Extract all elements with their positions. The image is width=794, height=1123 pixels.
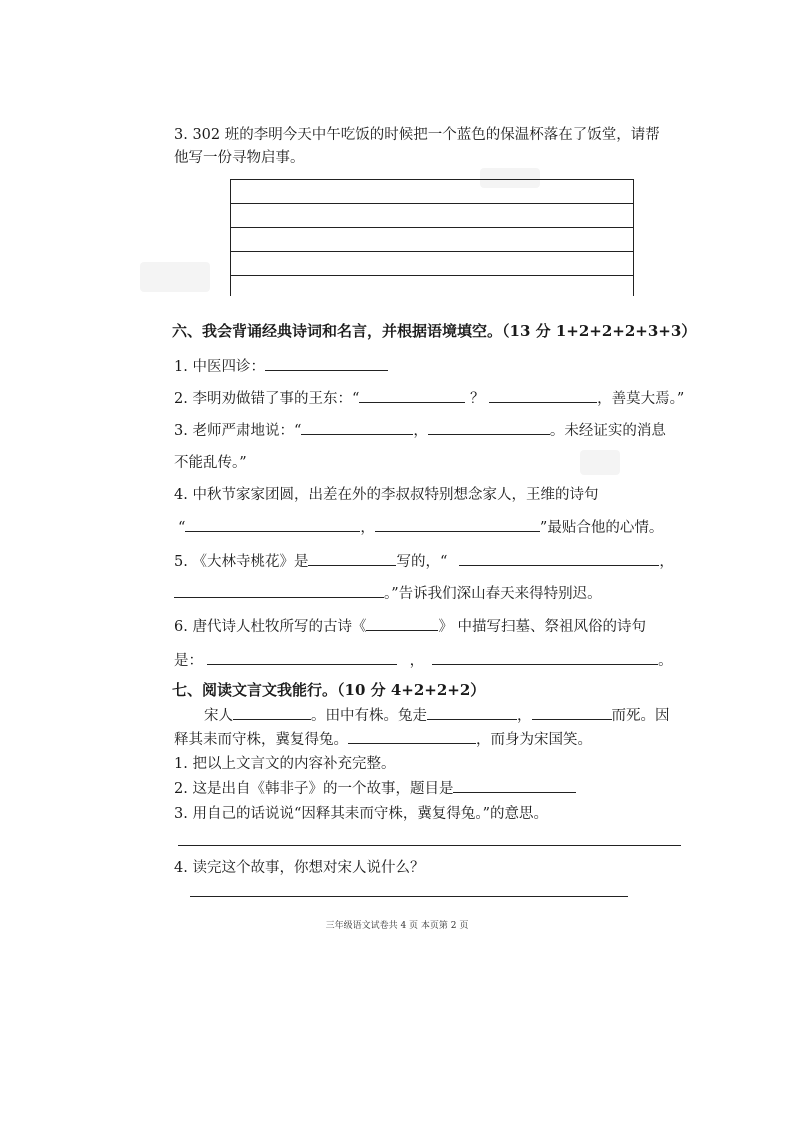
s6-question-6 xyxy=(174,616,646,637)
answer-blank[interactable] xyxy=(348,729,476,744)
s6-q4-end: ”最贴合他的心情。 xyxy=(539,520,664,536)
answer-blank[interactable] xyxy=(428,420,550,435)
answer-line[interactable] xyxy=(178,845,681,846)
answer-blank[interactable] xyxy=(532,705,612,720)
s6-q4-open: “ xyxy=(178,520,186,536)
answer-blank[interactable] xyxy=(233,705,311,720)
question-3-line-1: 3. 302 班的李明今天中午吃饭的时候把一个蓝色的保温杯落在了饭堂，请帮 xyxy=(174,127,660,143)
answer-blank[interactable] xyxy=(359,388,465,403)
s6-q1-text: 1. 中医四诊： xyxy=(174,359,265,375)
s7-question-4: 4. 读完这个故事，你想对宋人说什么？ xyxy=(174,860,425,876)
s7-p2-b: ，而身为宋国笑。 xyxy=(476,732,592,748)
answer-blank[interactable] xyxy=(207,650,397,665)
question-3-line-2: 他写一份寻物启事。 xyxy=(174,150,305,166)
s6-q6-end: 。 xyxy=(658,653,673,669)
answer-blank[interactable] xyxy=(375,517,540,532)
scan-smudge xyxy=(140,262,210,292)
writing-line xyxy=(231,251,633,252)
answer-blank[interactable] xyxy=(366,616,438,631)
s6-q4-mid: ， xyxy=(360,520,375,536)
writing-box[interactable] xyxy=(230,179,634,296)
answer-line[interactable] xyxy=(190,896,628,897)
s6-q6-text: 6. 唐代诗人杜牧所写的古诗《 xyxy=(174,619,367,635)
section-7-heading: 七、阅读文言文我能行。（10 分 4+2+2+2） xyxy=(172,681,486,699)
s6-question-1 xyxy=(174,356,388,377)
answer-blank[interactable] xyxy=(427,705,517,720)
s7-passage-line-2 xyxy=(174,729,592,750)
answer-blank[interactable] xyxy=(174,583,384,598)
scan-smudge xyxy=(580,450,620,475)
s7-question-2 xyxy=(174,778,576,799)
s6-question-3-cont: 不能乱传。” xyxy=(174,455,247,471)
writing-line xyxy=(231,227,633,228)
answer-blank[interactable] xyxy=(432,650,658,665)
section-6-heading: 六、我会背诵经典诗词和名言，并根据语境填空。（13 分 1+2+2+2+3+3） xyxy=(172,322,697,340)
writing-line xyxy=(231,203,633,204)
s7-passage-line-1 xyxy=(204,705,670,726)
s6-question-4: 4. 中秋节家家团圆，出差在外的李叔叔特别想念家人，王维的诗句 xyxy=(174,487,599,503)
s6-q6-lead: 是： xyxy=(174,653,203,669)
writing-line xyxy=(231,275,633,276)
s7-p1-a: 宋人 xyxy=(204,708,233,724)
s6-question-5 xyxy=(174,551,674,572)
s6-q6-mid: 》 中描写扫墓、祭祖风俗的诗句 xyxy=(438,619,647,635)
s7-p1-c: ， xyxy=(517,708,532,724)
page-footer: 三年级语文试卷共 4 页 本页第 2 页 xyxy=(325,921,469,931)
s6-q5-mid: 写的，“ xyxy=(396,554,448,570)
s6-question-2 xyxy=(174,388,684,409)
s6-q2-end: ，善莫大焉。” xyxy=(597,391,685,407)
s6-q3-text: 3. 老师严肃地说：“ xyxy=(174,423,302,439)
answer-blank[interactable] xyxy=(308,551,396,566)
answer-blank[interactable] xyxy=(459,551,659,566)
s7-question-3: 3. 用自己的话说说“因释其耒而守株，冀复得兔。”的意思。 xyxy=(174,806,549,822)
s6-q2-mid: ？ xyxy=(469,391,485,407)
answer-blank[interactable] xyxy=(185,517,360,532)
s7-q2-text: 2. 这是出自《韩非子》的一个故事，题目是 xyxy=(174,781,454,797)
s6-q5-end: 。”告诉我们深山春天来得特别迟。 xyxy=(384,586,602,602)
s7-p2-a: 释其耒而守株，冀复得兔。 xyxy=(174,732,348,748)
s6-question-5-cont xyxy=(174,583,602,604)
s6-q5-comma: ， xyxy=(659,554,674,570)
s6-q6-comma: ， xyxy=(409,653,425,669)
s6-question-6-cont xyxy=(174,650,673,671)
s7-p1-b: 。田中有株。兔走 xyxy=(311,708,427,724)
s6-question-4-blanks xyxy=(178,517,663,538)
s6-q3-end: 。未经证实的消息 xyxy=(549,423,666,439)
answer-blank[interactable] xyxy=(453,778,576,793)
s6-q5-text: 5. 《大林寺桃花》是 xyxy=(174,554,309,570)
answer-blank[interactable] xyxy=(489,388,597,403)
s6-question-3 xyxy=(174,420,666,441)
s6-q3-mid: ， xyxy=(413,423,428,439)
answer-blank[interactable] xyxy=(265,356,388,371)
s7-p1-d: 而死。因 xyxy=(611,708,670,724)
s6-q2-text: 2. 李明劝做错了事的王东：“ xyxy=(174,391,360,407)
answer-blank[interactable] xyxy=(301,420,413,435)
s7-question-1: 1. 把以上文言文的内容补充完整。 xyxy=(174,756,396,772)
